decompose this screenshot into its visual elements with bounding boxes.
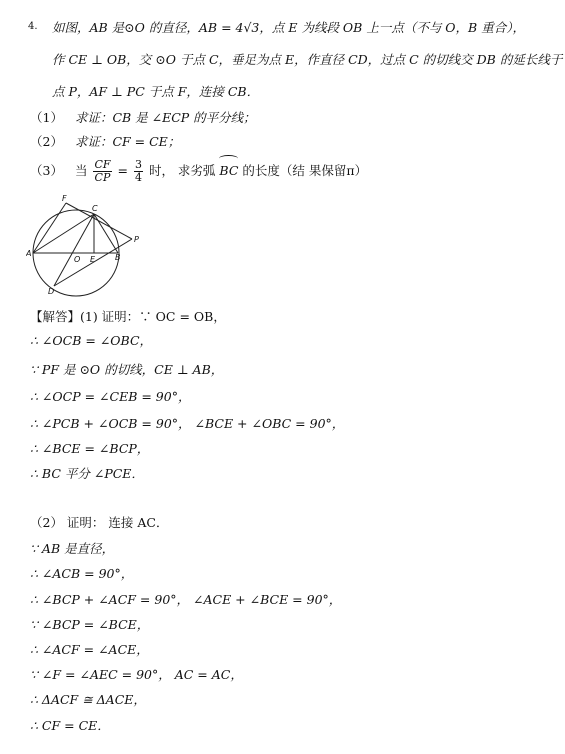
problem-line-3: 点 P，AF ⊥ PC 于点 F，连接 CB． — [52, 84, 260, 99]
segment-ac — [33, 214, 94, 253]
arc-bc: BC — [219, 158, 238, 184]
ratio-equals: = — [117, 163, 128, 178]
solution-2-line: ∴ ∠ACB = 90°， — [30, 566, 134, 581]
question-3-prefix: 当 — [74, 163, 88, 178]
problem-line-2: 作 CE ⊥ OB，交 ⊙O 于点 C，垂足为点 E，作直径 CD，过点 C 的切线交 DB 的延长线于 — [52, 52, 563, 67]
label-c: C — [92, 204, 98, 213]
question-1-label: （1） — [30, 110, 63, 125]
label-b: B — [115, 253, 121, 262]
label-d: D — [48, 287, 55, 296]
question-2-text: 求证：CF = CE； — [74, 134, 181, 149]
solution-1-line: ∴ ∠PCB + ∠OCB = 90°， ∠BCE + ∠OBC = 90°， — [30, 416, 345, 431]
question-1 — [30, 110, 256, 126]
question-2-label: （2） — [30, 134, 63, 149]
value-numerator: 3 — [134, 158, 142, 171]
geometry-diagram — [26, 193, 151, 298]
question-3-label: （3） — [30, 163, 63, 178]
solution-header: 【解答】(1) 证明：∵ OC = OB， — [30, 309, 226, 324]
tangent-line — [66, 203, 132, 239]
solution-2-line: ∵ ∠BCP = ∠BCE， — [30, 617, 150, 632]
solution-2-line: ∵ AB 是直径， — [30, 541, 115, 556]
question-3-suffix: 时， 求劣弧 — [148, 163, 216, 178]
question-1-text: 求证：CB 是 ∠ECP 的平分线； — [74, 110, 256, 125]
value-fraction — [134, 159, 143, 184]
diameter-cd — [54, 214, 94, 286]
question-2 — [30, 134, 180, 150]
label-a: A — [26, 249, 32, 258]
question-3-tail: 的长度（结 果保留π） — [242, 163, 368, 178]
ratio-numerator: CF — [94, 158, 111, 171]
label-f: F — [62, 194, 67, 203]
solution-2-line: ∴ ∠ACF = ∠ACE， — [30, 642, 149, 657]
solution-2-header: （2） 证明： 连接 AC． — [30, 515, 169, 530]
solution-2-line: ∴ CF = CE． — [30, 718, 110, 733]
label-o: O — [74, 255, 81, 264]
label-e: E — [90, 255, 96, 264]
ratio-denominator: CP — [94, 171, 111, 184]
problem-line-1: 如图，AB 是⊙O 的直径，AB = 4√3，点 E 为线段 OB 上一点（不与 O，B 重合）， — [52, 20, 525, 35]
question-3 — [30, 158, 367, 184]
solution-1-line: ∴ BC 平分 ∠PCE． — [30, 466, 144, 481]
solution-1-line: ∴ ∠BCE = ∠BCP， — [30, 441, 150, 456]
solution-1-line: ∴ ∠OCB = ∠OBC， — [30, 333, 153, 348]
value-denominator: 4 — [134, 171, 142, 184]
segment-af — [33, 203, 66, 253]
problem-number: 4. — [28, 21, 38, 32]
solution-2-line: ∴ ΔACF ≅ ΔACE， — [30, 692, 146, 707]
label-p: P — [134, 235, 139, 244]
solution-2-line: ∴ ∠BCP + ∠ACF = 90°， ∠ACE + ∠BCE = 90°， — [30, 592, 342, 607]
solution-1-line: ∵ PF 是 ⊙O 的切线，CE ⊥ AB， — [30, 362, 224, 377]
ratio-fraction — [93, 159, 111, 184]
solution-2-line: ∵ ∠F = ∠AEC = 90°， AC = AC， — [30, 667, 243, 682]
solution-1-line: ∴ ∠OCP = ∠CEB = 90°， — [30, 389, 191, 404]
